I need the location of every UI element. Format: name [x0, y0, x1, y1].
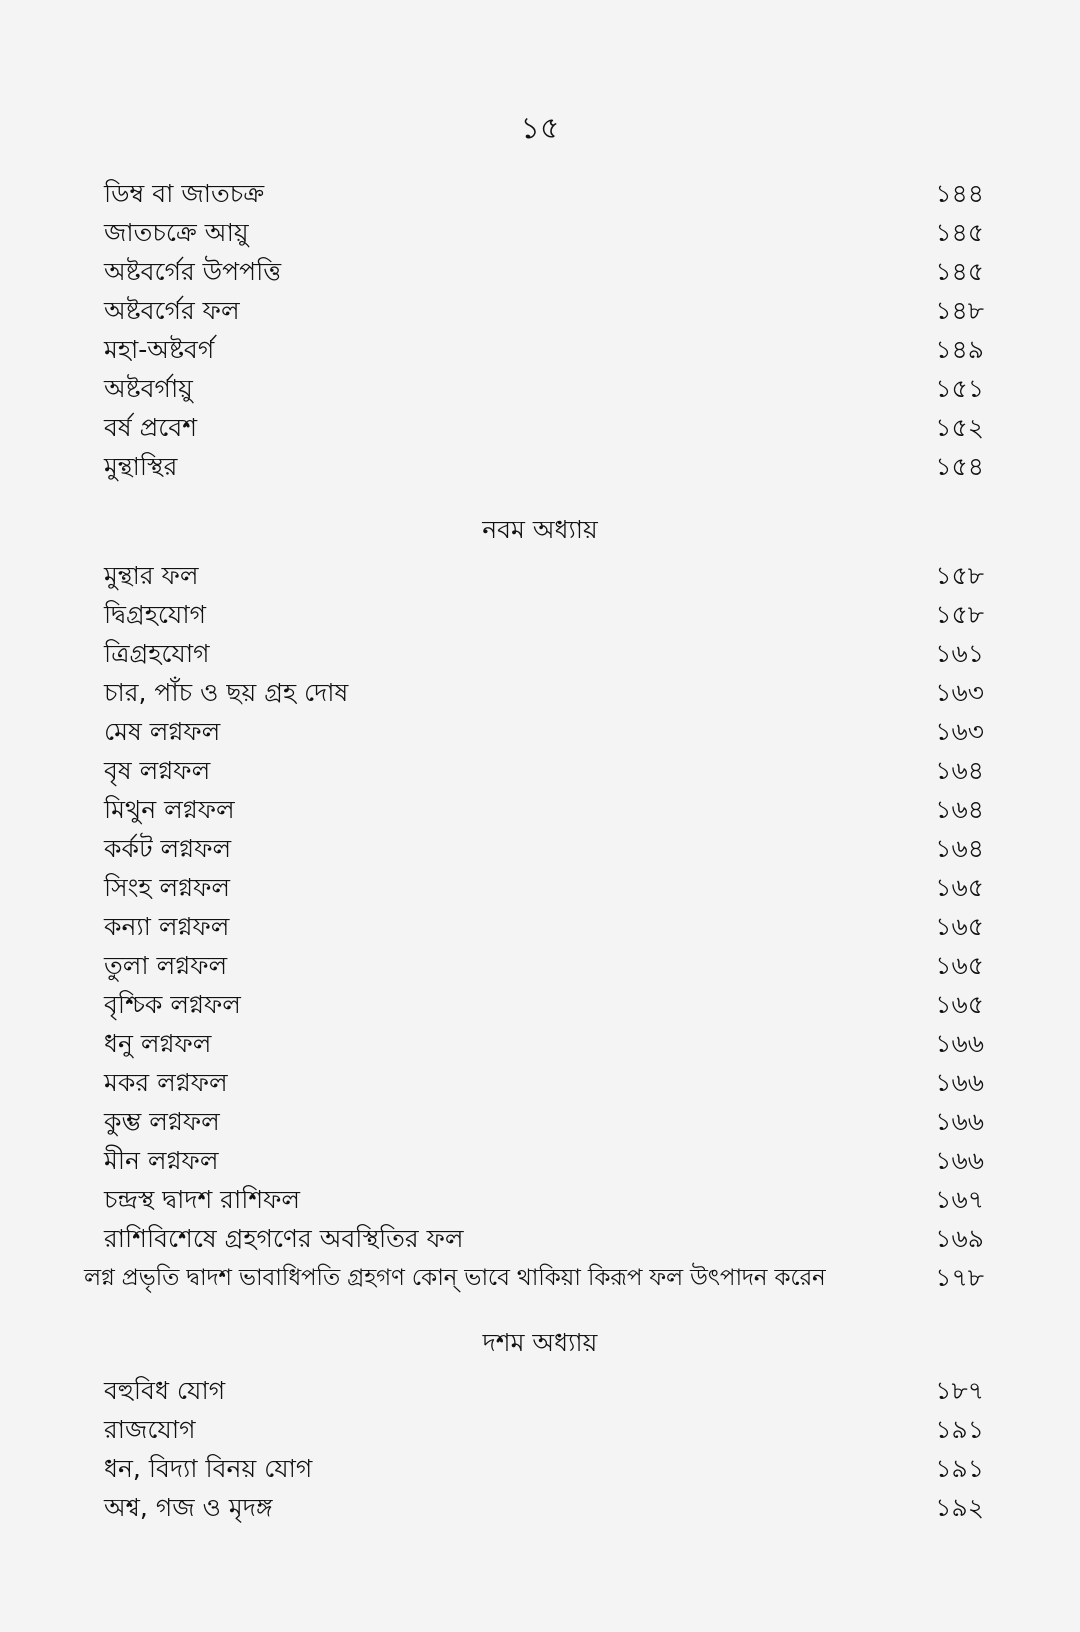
toc-entry-page: ১৪৮	[935, 296, 984, 325]
toc-entry	[104, 556, 984, 596]
toc-entry	[104, 1219, 984, 1259]
toc-entry-title: জাতচক্রে আয়ু	[104, 218, 249, 247]
toc-entry-title: মেষ লগ্নফল	[104, 717, 221, 746]
toc-entry-title: বহুবিধ যোগ	[104, 1376, 226, 1405]
toc-entry	[104, 634, 984, 674]
toc-entry-page: ১৫৮	[935, 600, 984, 629]
toc-entry	[104, 291, 984, 331]
toc-entry	[104, 790, 984, 830]
toc-entry	[104, 946, 984, 986]
toc-entry-page: ১৬১	[935, 639, 984, 668]
toc-entry-page: ১৪৫	[935, 257, 984, 286]
toc-entry-page: ১৫৮	[935, 561, 984, 590]
toc-entry	[104, 1410, 984, 1450]
toc-entry-title: ত্রিগ্রহযোগ	[104, 639, 210, 668]
toc-entry-title: লগ্ন প্রভৃতি দ্বাদশ ভাবাধিপতি গ্রহগণ কোন্ ভাবে থাকিয়া কিরূপ ফল উৎপাদন করেন	[84, 1265, 826, 1291]
toc-entry-title: বৃশ্চিক লগ্নফল	[104, 990, 241, 1019]
toc-entry-title: মীন লগ্নফল	[104, 1146, 219, 1175]
toc-entry-title: মুন্থার ফল	[104, 561, 199, 590]
chapter-heading: দশম অধ্যায়	[482, 1328, 598, 1357]
toc-entry	[104, 1024, 984, 1064]
toc-entry-page: ১৬৪	[935, 756, 984, 785]
toc-entry-page: ১৬৫	[935, 990, 984, 1019]
toc-entry-title: অষ্টবর্গের উপপত্তি	[104, 257, 282, 286]
toc-entry-page: ১৬৪	[935, 795, 984, 824]
toc-entry-title: কুম্ভ লগ্নফল	[104, 1107, 220, 1136]
toc-entry	[104, 1488, 984, 1528]
toc-entry	[104, 1102, 984, 1142]
toc-entry	[104, 1141, 984, 1181]
toc-entry	[104, 595, 984, 635]
chapter-heading: নবম অধ্যায়	[482, 515, 598, 544]
toc-entry-page: ১৬৬	[935, 1107, 984, 1136]
toc-entry	[104, 213, 984, 253]
toc-entry-title: ধন, বিদ্যা বিনয় যোগ	[104, 1454, 313, 1483]
toc-entry-title: মহা-অষ্টবর্গ	[104, 335, 215, 364]
toc-entry	[104, 330, 984, 370]
toc-entry-page: ১৯১	[935, 1454, 984, 1483]
toc-entry-title: তুলা লগ্নফল	[104, 951, 228, 980]
toc-entry	[104, 447, 984, 487]
toc-entry	[84, 1258, 984, 1298]
toc-entry-title: মকর লগ্নফল	[104, 1068, 228, 1097]
toc-entry-page: ১৬৭	[935, 1185, 984, 1214]
toc-entry-page: ১৬৬	[935, 1029, 984, 1058]
toc-entry-title: চন্দ্রস্থ দ্বাদশ রাশিফল	[104, 1185, 301, 1214]
toc-entry-page: ১৫২	[935, 413, 984, 442]
toc-entry-page: ১৮৭	[935, 1376, 984, 1405]
toc-entry-page: ১৬৯	[935, 1224, 984, 1253]
toc-entry	[104, 1449, 984, 1489]
toc-entry	[104, 1063, 984, 1103]
toc-entry-page: ১৪৫	[935, 218, 984, 247]
toc-entry-title: রাশিবিশেষে গ্রহগণের অবস্থিতির ফল	[104, 1224, 464, 1253]
toc-entry-page: ১৯১	[935, 1415, 984, 1444]
toc-entry	[104, 252, 984, 292]
toc-entry-title: অষ্টবর্গায়ু	[104, 374, 193, 403]
toc-entry-title: বর্ষ প্রবেশ	[104, 413, 198, 442]
toc-entry-page: ১৭৮	[935, 1263, 984, 1292]
toc-entry-title: ডিম্ব বা জাতচক্র	[104, 179, 265, 208]
toc-entry-title: অষ্টবর্গের ফল	[104, 296, 240, 325]
toc-entry-page: ১৬৫	[935, 951, 984, 980]
toc-entry-page: ১৬৫	[935, 912, 984, 941]
toc-entry	[104, 673, 984, 713]
toc-entry-page: ১৬৬	[935, 1068, 984, 1097]
toc-entry	[104, 369, 984, 409]
toc-entry-page: ১৬৪	[935, 834, 984, 863]
toc-entry-title: রাজযোগ	[104, 1415, 196, 1444]
toc-entry-title: ধনু লগ্নফল	[104, 1029, 212, 1058]
toc-entry	[104, 868, 984, 908]
toc-entry-title: বৃষ লগ্নফল	[104, 756, 211, 785]
toc-entry-page: ১৪৪	[935, 179, 984, 208]
toc-entry-title: মিথুন লগ্নফল	[104, 795, 235, 824]
toc-entry-page: ১৫৪	[935, 452, 984, 481]
toc-entry-title: মুন্থাস্থির	[104, 452, 178, 481]
toc-entry-page: ১৬৩	[935, 678, 984, 707]
toc-entry	[104, 174, 984, 214]
toc-entry-title: কন্যা লগ্নফল	[104, 912, 230, 941]
toc-entry	[104, 408, 984, 448]
toc-entry-page: ১৬৬	[935, 1146, 984, 1175]
toc-entry-title: সিংহ লগ্নফল	[104, 873, 231, 902]
toc-entry	[104, 1371, 984, 1411]
toc-entry	[104, 907, 984, 947]
toc-entry-page: ১৬৫	[935, 873, 984, 902]
toc-entry-title: কর্কট লগ্নফল	[104, 834, 232, 863]
page-number: ১৫	[520, 111, 560, 146]
toc-entry	[104, 1180, 984, 1220]
toc-entry	[104, 829, 984, 869]
toc-entry-page: ১৯২	[935, 1493, 984, 1522]
toc-entry	[104, 751, 984, 791]
toc-entry-title: অশ্ব, গজ ও মৃদঙ্গ	[104, 1493, 273, 1522]
toc-entry-title: চার, পাঁচ ও ছয় গ্রহ দোষ	[104, 678, 349, 707]
toc-entry-page: ১৬৩	[935, 717, 984, 746]
toc-entry	[104, 985, 984, 1025]
toc-entry-title: দ্বিগ্রহযোগ	[104, 600, 206, 629]
toc-entry	[104, 712, 984, 752]
toc-entry-page: ১৫১	[935, 374, 984, 403]
toc-entry-page: ১৪৯	[935, 335, 984, 364]
